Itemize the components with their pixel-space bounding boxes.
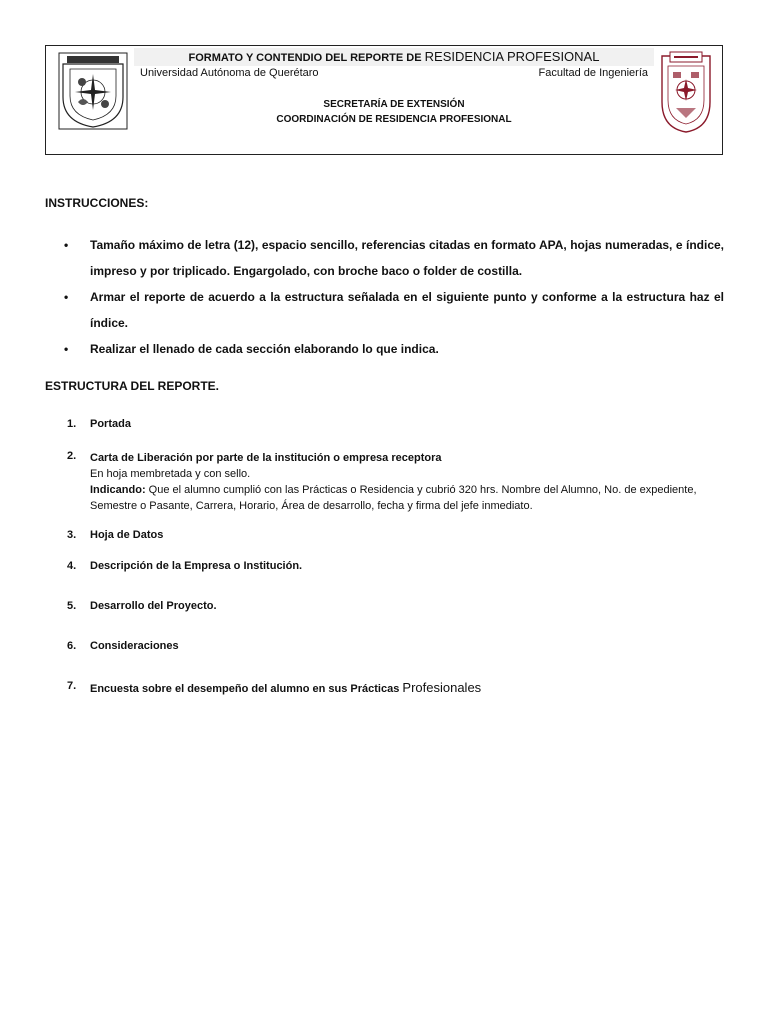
faculty-name: Facultad de Ingeniería <box>538 67 648 79</box>
bullet-icon: • <box>64 290 69 304</box>
list-item: • Realizar el llenado de cada sección elaborando lo que indica. <box>62 336 724 362</box>
document-header <box>45 45 723 155</box>
list-item: • Armar el reporte de acuerdo a la estructura señalada en el siguiente punto y conforme a la estructura haz el índice. <box>62 284 724 336</box>
document-title: FORMATO Y CONTENDIO DEL REPORTE DE RESIDENCIA PROFESIONAL <box>134 48 654 66</box>
bullet-icon: • <box>64 342 69 356</box>
university-seal-logo <box>58 52 128 130</box>
structure-heading: ESTRUCTURA DEL REPORTE. <box>45 379 220 393</box>
instructions-heading: INSTRUCCIONES: <box>45 196 149 210</box>
secretaria-heading: SECRETARÍA DE EXTENSIÓN <box>323 99 465 110</box>
list-item: • Tamaño máximo de letra (12), espacio sencillo, referencias citadas en formato APA, hojas numeradas, e índice, impreso y por triplicado. Engargolado, con broche baco o folder de costilla. <box>62 232 724 284</box>
faculty-seal-logo <box>658 50 714 134</box>
university-name: Universidad Autónoma de Querétaro <box>140 67 319 79</box>
coordinacion-heading: COORDINACIÓN DE RESIDENCIA PROFESIONAL <box>276 114 512 125</box>
bullet-icon: • <box>64 238 69 252</box>
instructions-list <box>62 232 724 362</box>
